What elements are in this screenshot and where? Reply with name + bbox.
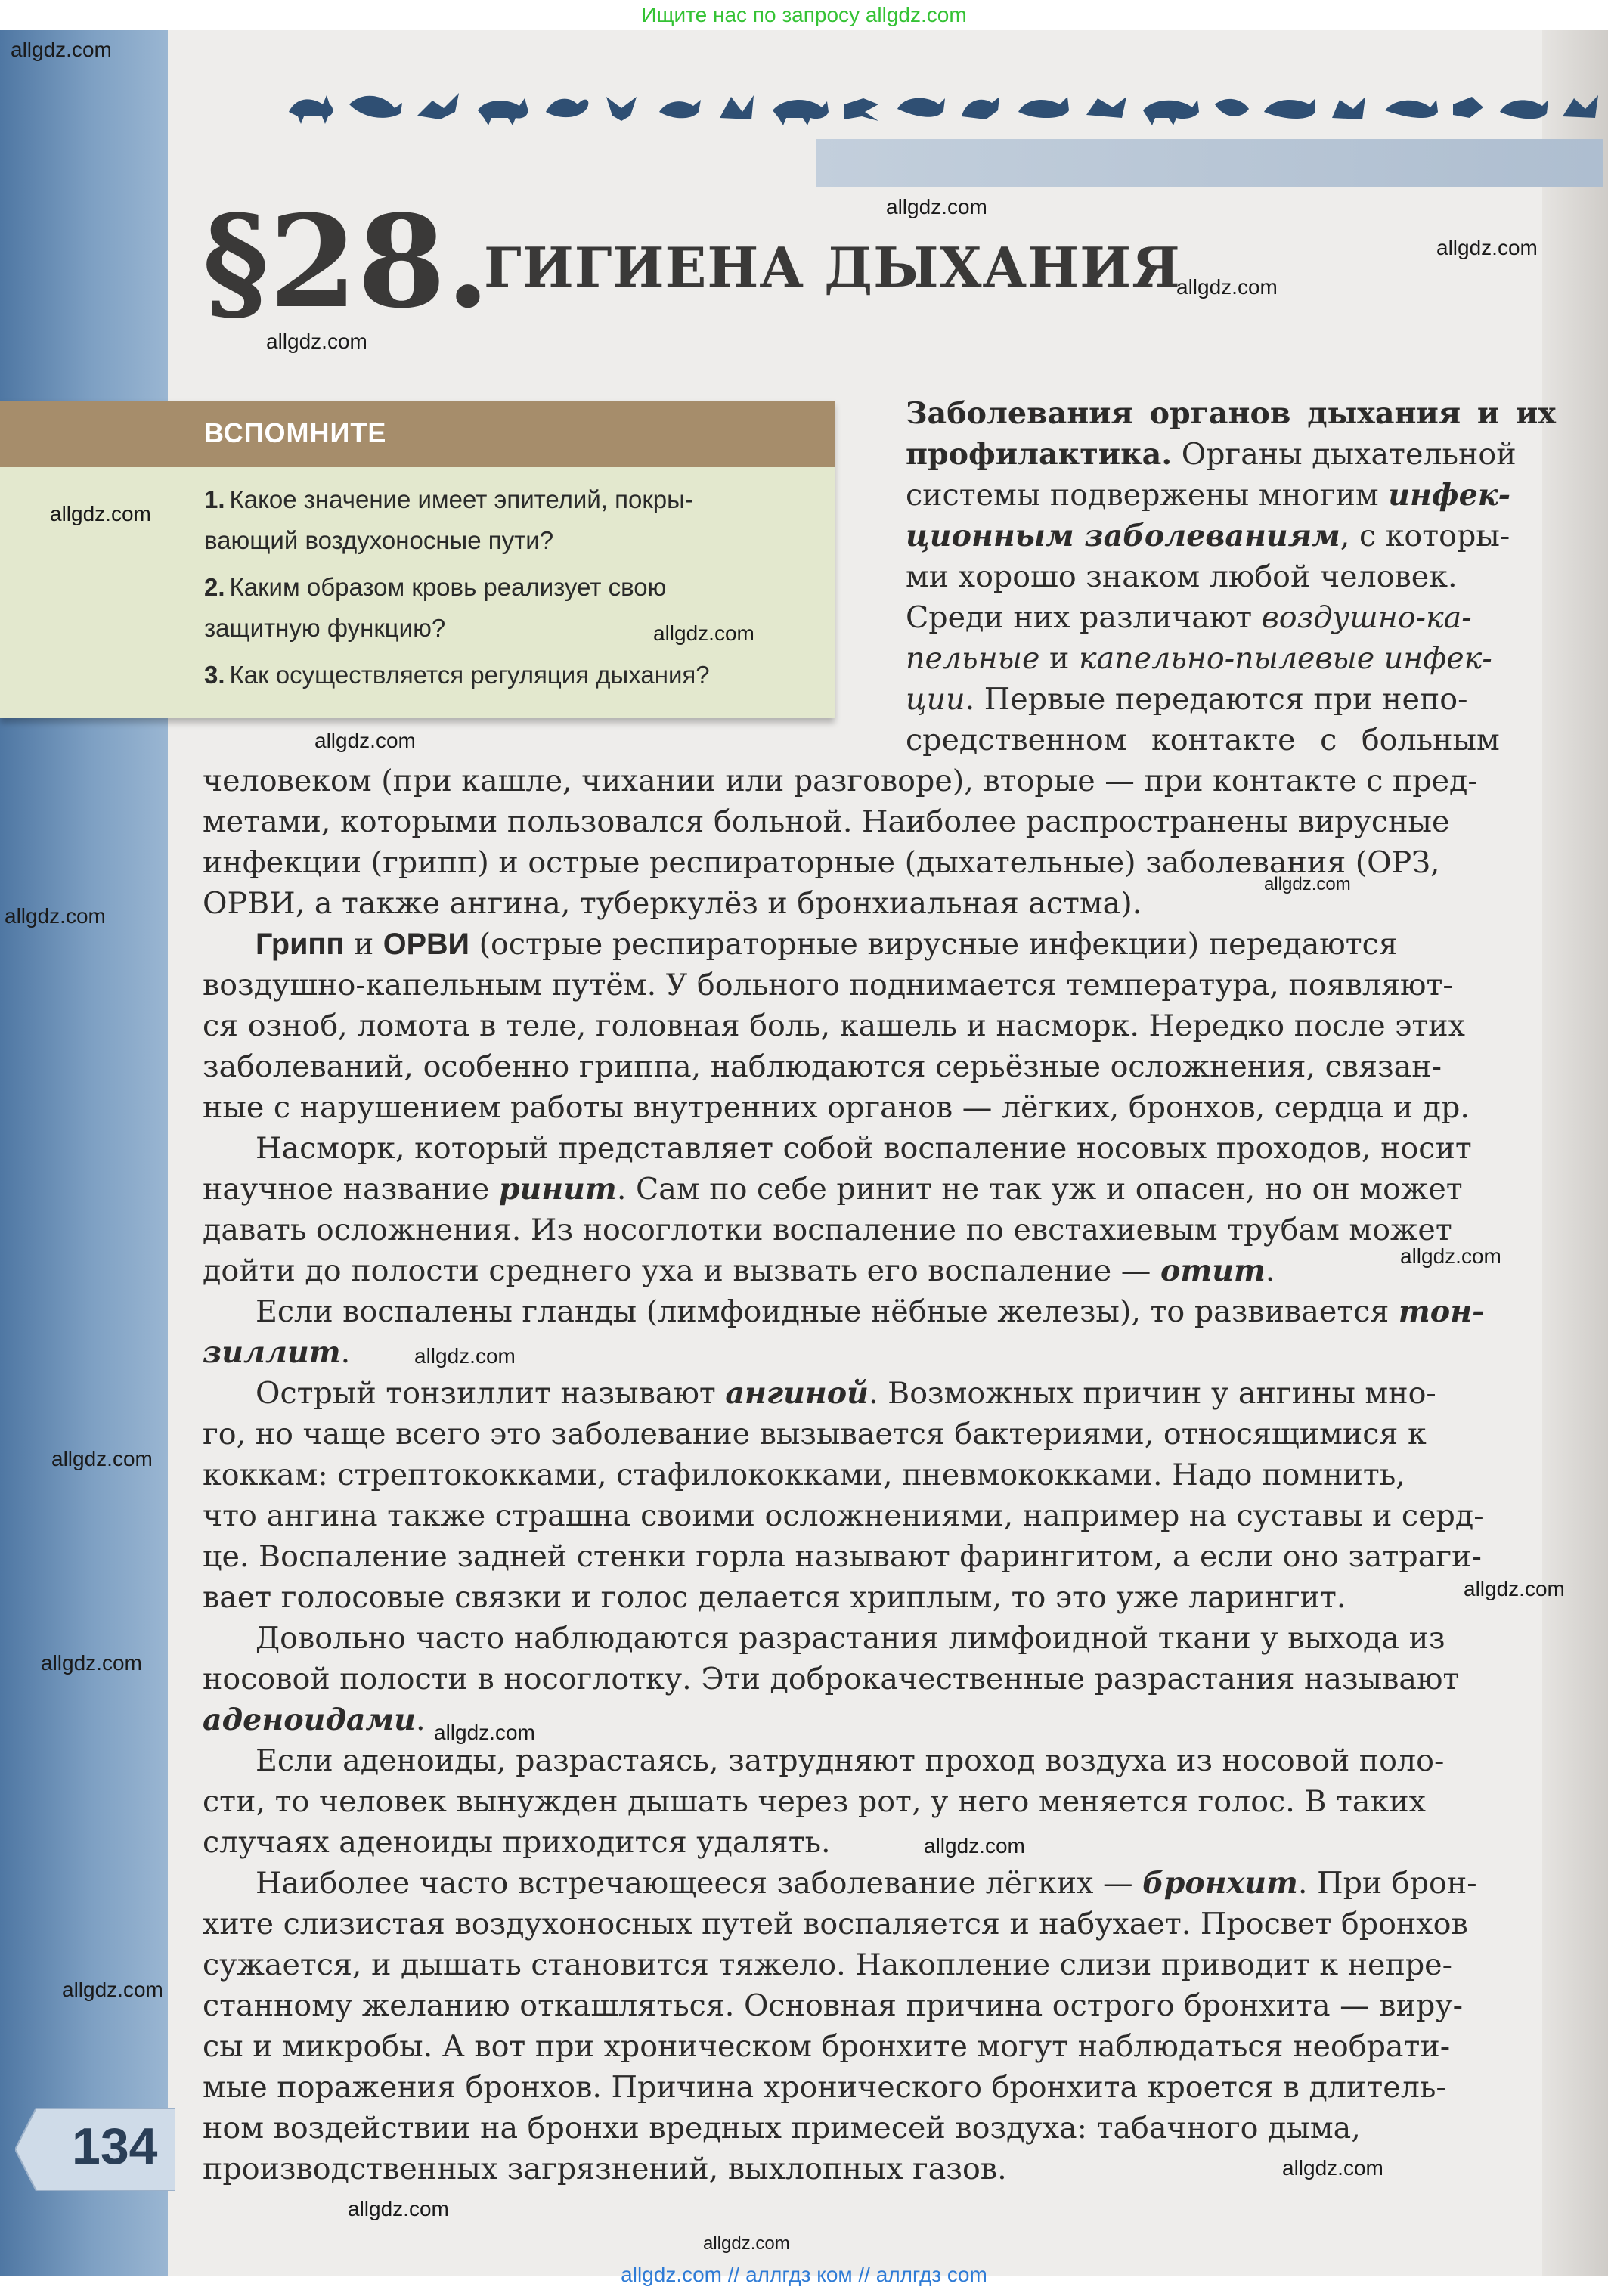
animal-ornament-strip <box>281 82 1608 127</box>
watermark-link[interactable]: allgdz.com <box>1436 236 1538 259</box>
animal-silhouette-22 <box>1563 95 1598 118</box>
text-line: го, но чаще всего это заболевание вызывается бактериями, относящимися к <box>203 1417 1427 1452</box>
text-line: что ангина также страшна своими осложнениями, например на суставы и серд- <box>203 1498 1484 1533</box>
animal-silhouette-17 <box>1264 98 1315 119</box>
text-line: станному желанию откашляться. Основная причина острого бронхита — виру- <box>203 1988 1463 2023</box>
text-line <box>256 1291 1484 1332</box>
text-segment: Острый тонзиллит называют <box>256 1376 726 1411</box>
animal-silhouette-21 <box>1500 100 1548 119</box>
text-line: ные с нарушением работы внутренних органов — лёгких, бронхов, сердца и др. <box>203 1090 1470 1125</box>
text-line: ном воздействии на бронхи вредных примесей воздуха: табачного дыма, <box>203 2111 1361 2146</box>
animal-silhouette-8 <box>720 95 754 119</box>
text-segment: дойти до полости среднего уха и вызвать его воспаление — <box>203 1253 1160 1288</box>
text-line: вает голосовые связки и голос делается хриплым, то это уже ларингит. <box>203 1580 1346 1615</box>
text-line: це. Воспаление задней стенки горла называют фарингитом, а если оно затраги- <box>203 1539 1482 1574</box>
watermark-link[interactable]: allgdz.com <box>5 904 106 928</box>
text-line: носовой полости в носоглотку. Эти доброкачественные разрастания называют <box>203 1662 1460 1696</box>
animal-silhouette-13 <box>1018 97 1069 118</box>
text-line: ОРВИ, а также ангина, туберкулёз и бронхиальная астма). <box>203 886 1142 921</box>
text-line: случаях аденоиды приходится удалять. <box>203 1825 831 1860</box>
text-line: мые поражения бронхов. Причина хронического бронхита кроется в длитель- <box>203 2070 1446 2105</box>
text-segment: , с которы- <box>1340 519 1510 553</box>
page-title: ГИГИЕНА ДЫХАНИЯ <box>484 235 1181 299</box>
term: воздушно-ка- <box>1261 600 1472 635</box>
animal-silhouette-11 <box>897 98 945 117</box>
question-line: Как осуществляется регуляция дыхания? <box>229 661 710 689</box>
text-segment: . При брон- <box>1297 1866 1477 1901</box>
bottom-watermark[interactable]: allgdz.com // аллгдз ком // аллгдз com <box>621 2263 987 2286</box>
text-line: сы и микробы. А вот при хроническом бронхите могут наблюдаться необрати- <box>203 2029 1451 2064</box>
watermark-link[interactable]: allgdz.com <box>62 1978 163 2001</box>
watermark-link[interactable]: allgdz.com <box>266 330 367 353</box>
question-number: 1. <box>204 485 225 513</box>
animal-silhouette-6 <box>606 97 637 121</box>
text-line: Довольно часто наблюдаются разрастания лимфоидной ткани у выхода из <box>256 1621 1445 1656</box>
text-line: ми хорошо знаком любой человек. <box>906 559 1458 594</box>
left-color-band <box>0 30 168 2276</box>
text-line <box>906 597 1472 638</box>
text-line: сти, то человек вынужден дышать через рот, у него меняется голос. В таких <box>203 1784 1426 1819</box>
animal-silhouette-16 <box>1215 99 1249 116</box>
term: зиллит <box>203 1335 341 1370</box>
text-line <box>203 1169 1463 1210</box>
animal-silhouette-12 <box>962 97 999 119</box>
watermark-link[interactable]: allgdz.com <box>314 729 416 752</box>
animal-silhouette-19 <box>1385 100 1438 118</box>
watermark-link[interactable]: allgdz.com <box>653 621 754 645</box>
question-line: Какое значение имеет эпителий, покры- <box>229 485 693 513</box>
text-line <box>906 434 1517 475</box>
term: инфек- <box>1388 478 1510 513</box>
animal-silhouette-7 <box>659 100 701 118</box>
text-line <box>203 1332 350 1373</box>
header-color-bar <box>816 139 1603 187</box>
text-line: средственном контакте с больным <box>906 723 1500 758</box>
text-line <box>203 1700 426 1740</box>
text-line <box>256 1373 1436 1414</box>
text-segment: Среди них различают <box>906 600 1262 635</box>
text-segment: . <box>1265 1253 1275 1288</box>
question-line: Каким образом кровь реализует свою <box>229 573 667 601</box>
watermark-link[interactable]: allgdz.com <box>50 502 151 525</box>
text-line: коккам: стрептококками, стафилококками, пневмококками. Надо помнить, <box>203 1458 1405 1492</box>
text-segment: . <box>340 1335 351 1370</box>
term: Грипп <box>256 928 345 961</box>
text-line: инфекции (грипп) и острые респираторные (дыхательные) заболевания (ОРЗ, <box>203 845 1440 880</box>
text-segment: Органы дыхательной <box>1172 437 1517 472</box>
text-line: Если аденоиды, разрастаясь, затрудняют проход воздуха из носовой поло- <box>256 1743 1445 1778</box>
term: капельно-пылевые инфек- <box>1078 641 1492 676</box>
text-line: ся озноб, ломота в теле, головная боль, кашель и насморк. Нередко после этих <box>203 1009 1465 1043</box>
watermark-link[interactable]: allgdz.com <box>1264 874 1351 894</box>
animal-silhouette-4 <box>478 98 528 125</box>
term: ОРВИ <box>383 928 470 961</box>
watermark-link[interactable]: allgdz.com <box>348 2197 449 2220</box>
watermark-link[interactable]: allgdz.com <box>414 1344 516 1368</box>
text-line: Насморк, который представляет собой воспаление носовых проходов, носит <box>256 1131 1472 1166</box>
recall-title: ВСПОМНИТЕ <box>204 417 387 448</box>
text-segment: Наиболее часто встречающееся заболевание лёгких — <box>256 1866 1143 1901</box>
text-segment: системы подвержены многим <box>906 478 1389 513</box>
text-segment: . Первые передаются при непо- <box>965 682 1468 717</box>
text-line: метами, которыми пользовался больной. Наиболее распространены вирусные <box>203 804 1450 839</box>
text-segment: и <box>1039 641 1079 676</box>
question-line: вающий воздухоносные пути? <box>204 526 554 554</box>
text-line: давать осложнения. Из носоглотки воспаление по евстахиевым трубам может <box>203 1213 1452 1247</box>
text-segment: . Сам по себе ринит не так уж и опасен, но он может <box>616 1172 1463 1207</box>
text-line <box>203 1250 1275 1291</box>
watermark-link[interactable]: allgdz.com <box>1400 1244 1501 1268</box>
watermark-link[interactable]: allgdz.com <box>703 2233 790 2254</box>
text-line <box>906 679 1467 720</box>
question-number: 2. <box>204 573 225 601</box>
text-line <box>906 516 1510 556</box>
text-segment: . Возможных причин у ангины мно- <box>868 1376 1436 1411</box>
text-line: производственных загрязнений, выхлопных газов. <box>203 2152 1007 2186</box>
section-heading: Заболевания органов дыхания и их <box>906 396 1556 431</box>
term: аденоидами <box>203 1703 416 1737</box>
text-line: человеком (при кашле, чихании или разговоре), вторые — при контакте с пред- <box>203 764 1478 798</box>
section-heading: профилактика. <box>906 437 1173 472</box>
text-line <box>256 924 1398 965</box>
animal-silhouette-3 <box>417 93 459 119</box>
animal-silhouette-18 <box>1332 97 1365 119</box>
paragraph-number: §28. <box>203 187 491 336</box>
question-number: 3. <box>204 661 225 689</box>
term: ангиной <box>725 1376 869 1411</box>
text-line <box>906 638 1492 679</box>
watermark-link[interactable]: allgdz.com <box>1176 275 1278 299</box>
animal-silhouette-14 <box>1086 97 1126 118</box>
term: отит <box>1160 1253 1266 1288</box>
question-line: защитную функцию? <box>204 614 446 642</box>
text-line <box>906 393 1556 434</box>
term: тон- <box>1398 1294 1485 1329</box>
top-watermark[interactable]: Ищите нас по запросу allgdz.com <box>641 3 967 26</box>
text-segment: Если воспалены гланды (лимфоидные нёбные железы), то развивается <box>256 1294 1399 1329</box>
animal-silhouette-10 <box>844 98 878 121</box>
watermark-link[interactable]: allgdz.com <box>1464 1577 1565 1600</box>
term: ринит <box>498 1172 617 1207</box>
term: ционным заболеваниям <box>906 519 1340 553</box>
text-segment: . <box>415 1703 426 1737</box>
term: ции <box>906 682 965 717</box>
text-segment: и <box>344 927 383 962</box>
watermark-link[interactable]: allgdz.com <box>1282 2156 1383 2180</box>
term: пельные <box>906 641 1040 676</box>
main-text <box>203 393 1563 2208</box>
watermark-link[interactable]: allgdz.com <box>11 38 112 61</box>
text-segment: (острые респираторные вирусные инфекции) передаются <box>469 927 1398 962</box>
watermark-link[interactable]: allgdz.com <box>434 1721 535 1744</box>
watermark-link[interactable]: allgdz.com <box>924 1834 1025 1858</box>
text-segment: научное название <box>203 1172 499 1207</box>
text-line: заболеваний, особенно гриппа, наблюдаются серьёзные осложнения, связан- <box>203 1049 1442 1084</box>
page-number: 134 <box>72 2118 158 2175</box>
animal-silhouette-2 <box>349 96 402 118</box>
watermark-link[interactable]: allgdz.com <box>886 195 987 218</box>
text-line: хите слизистая воздухоносных путей воспаляется и набухает. Просвет бронхов <box>203 1907 1468 1941</box>
text-line <box>906 475 1510 516</box>
animal-silhouette-5 <box>546 99 588 118</box>
animal-silhouette-20 <box>1453 97 1483 118</box>
text-line: сужается, и дышать становится тяжело. Накопление слизи приводит к непре- <box>203 1947 1452 1982</box>
animal-silhouette-1 <box>289 95 333 124</box>
text-line <box>256 1863 1477 1904</box>
text-line: воздушно-капельным путём. У больного поднимается температура, появляют- <box>203 968 1453 1002</box>
term: бронхит <box>1142 1866 1298 1901</box>
animal-silhouette-15 <box>1143 100 1199 125</box>
watermark-link[interactable]: allgdz.com <box>41 1651 142 1675</box>
watermark-link[interactable]: allgdz.com <box>51 1447 153 1470</box>
animal-silhouette-9 <box>773 100 829 125</box>
